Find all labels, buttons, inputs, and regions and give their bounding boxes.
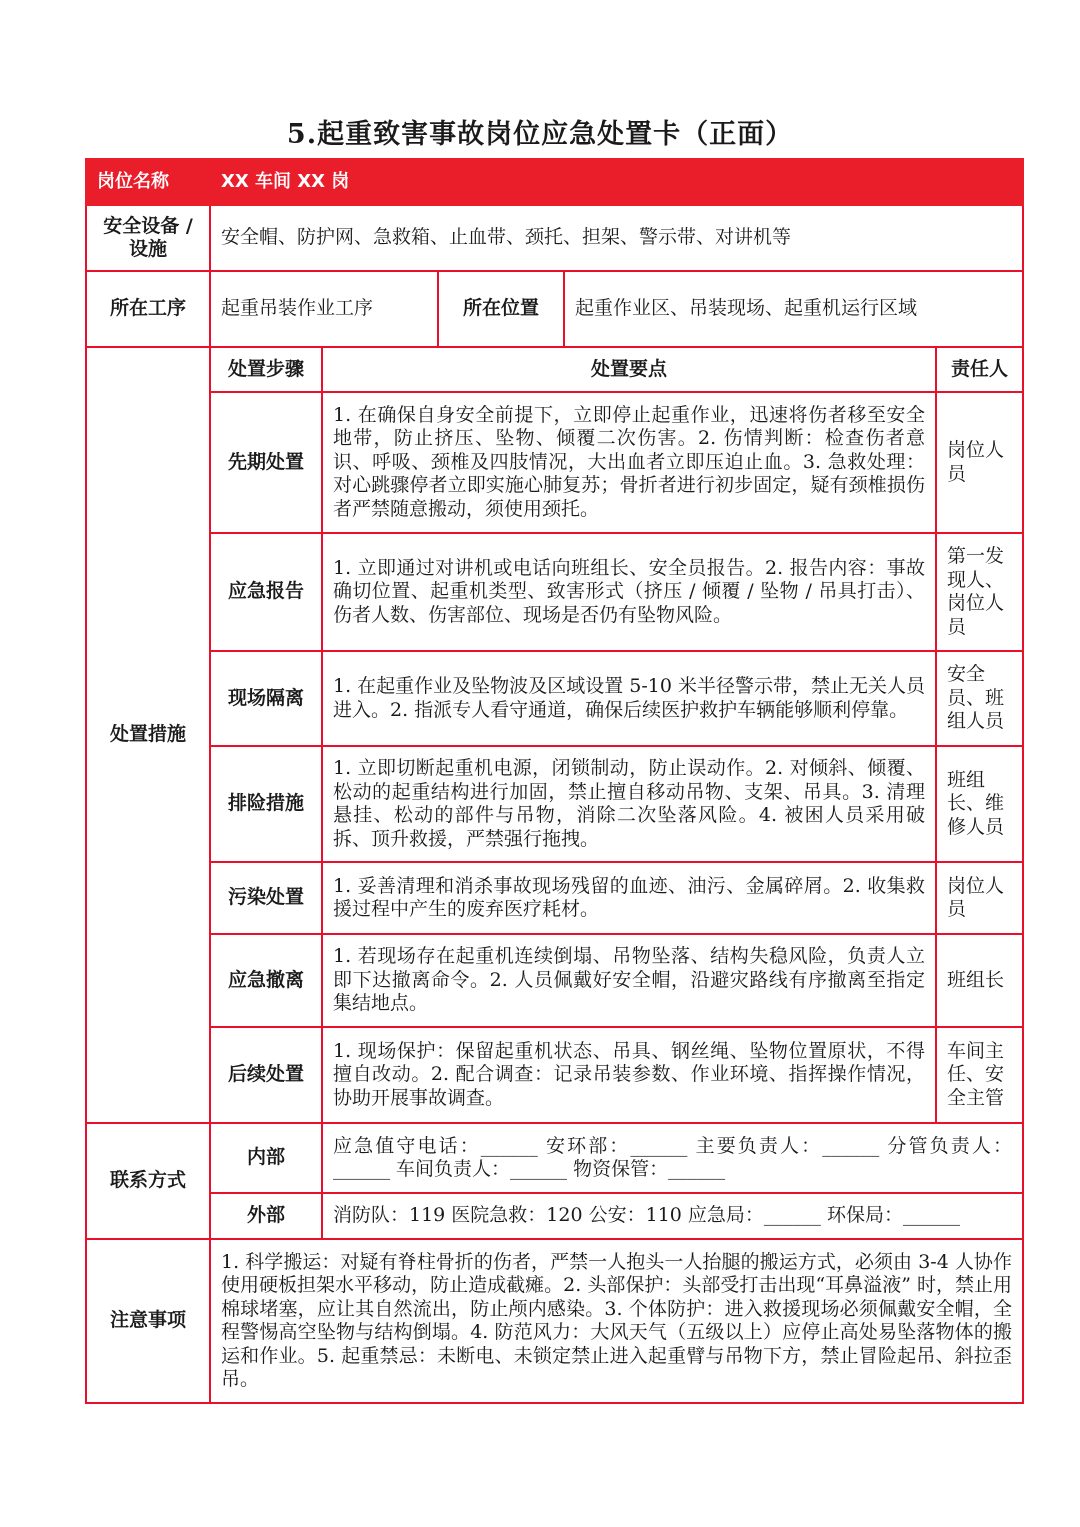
notes-label: 注意事项: [86, 1239, 210, 1403]
contact-internal-value: 应急值守电话：______ 安环部：______ 主要负责人：______ 分管负责人：______ 车间负责人：______ 物资保管：______: [322, 1123, 1023, 1193]
measure-step: 排险措施: [210, 746, 322, 862]
notes-row: [86, 1239, 1023, 1403]
process-location-row: [86, 271, 1023, 347]
card-title: 5.起重致害事故岗位应急处置卡（正面）: [286, 119, 794, 150]
notes-value: 1. 科学搬运：对疑有脊柱骨折的伤者，严禁一人抱头一人抬腿的搬运方式，必须由 3-4 人协作使用硬板担架水平移动，防止造成截瘫。2. 头部保护：头部受打击出现“耳鼻溢液” 时，禁止用棉球堵塞，应让其自然流出，防止颅内感染。3. 个体防护：进入救援现场必须佩戴安全帽，全程警惕高空坠物与结构倒塌。4. 防范风力：大风天气（五级以上）应停止高处易坠落物体的搬运和作业。5. 起重禁忌：未断电、未锁定禁止进入起重臂与吊物下方，禁止冒险起吊、斜拉歪吊。: [210, 1239, 1023, 1403]
measure-step: 后续处置: [210, 1027, 322, 1123]
measure-step: 污染处置: [210, 862, 322, 934]
post-name-label: 岗位名称: [86, 159, 210, 205]
measure-step: 应急报告: [210, 533, 322, 651]
post-name-row: [86, 159, 1023, 205]
location-label: 所在位置: [438, 271, 564, 347]
measure-row: [86, 934, 1023, 1027]
contact-internal-label: 内部: [210, 1123, 322, 1193]
measure-row: [86, 392, 1023, 533]
measure-step: 应急撤离: [210, 934, 322, 1027]
measures-label: 处置措施: [86, 347, 210, 1123]
measure-points: 1. 在起重作业及坠物波及区域设置 5-10 米半径警示带，禁止无关人员进入。2. 指派专人看守通道，确保后续医护救护车辆能够顺利停靠。: [322, 651, 936, 746]
contact-external-value: 消防队：119 医院急救：120 公安：110 应急局：______ 环保局：______: [322, 1193, 1023, 1239]
measure-points: 1. 若现场存在起重机连续倒塌、吊物坠落、结构失稳风险，负责人立即下达撤离命令。2. 人员佩戴好安全帽，沿避灾路线有序撤离至指定集结地点。: [322, 934, 936, 1027]
equipment-label: 安全设备 / 设施: [86, 205, 210, 271]
measure-resp: 岗位人员: [936, 392, 1023, 533]
col-resp-header: 责任人: [936, 347, 1023, 392]
measure-points: 1. 妥善清理和消杀事故现场残留的血迹、油污、金属碎屑。2. 收集救援过程中产生的废弃医疗耗材。: [322, 862, 936, 934]
measure-points: 1. 立即切断起重机电源，闭锁制动，防止误动作。2. 对倾斜、倾覆、松动的起重结构进行加固，禁止擅自移动吊物、支架、吊具。3. 清理悬挂、松动的部件与吊物，消除二次坠落风险。4. 被困人员采用破拆、顶升救援，严禁强行拖拽。: [322, 746, 936, 862]
measure-points: 1. 立即通过对讲机或电话向班组长、安全员报告。2. 报告内容：事故确切位置、起重机类型、致害形式（挤压 / 倾覆 / 坠物 / 吊具打击）、伤者人数、伤害部位、现场是否仍有坠物风险。: [322, 533, 936, 651]
equipment-value: 安全帽、防护网、急救箱、止血带、颈托、担架、警示带、对讲机等: [210, 205, 1023, 271]
measure-row: [86, 533, 1023, 651]
equipment-row: [86, 205, 1023, 271]
col-step-header: 处置步骤: [210, 347, 322, 392]
measure-row: [86, 862, 1023, 934]
location-value: 起重作业区、吊装现场、起重机运行区域: [564, 271, 1023, 347]
measure-resp: 班组长、维修人员: [936, 746, 1023, 862]
measure-resp: 安全员、班组人员: [936, 651, 1023, 746]
measure-step: 先期处置: [210, 392, 322, 533]
contact-label: 联系方式: [86, 1123, 210, 1239]
measure-step: 现场隔离: [210, 651, 322, 746]
measure-resp: 岗位人员: [936, 862, 1023, 934]
measure-resp: 车间主任、安全主管: [936, 1027, 1023, 1123]
col-points-header: 处置要点: [322, 347, 936, 392]
process-label: 所在工序: [86, 271, 210, 347]
measure-resp: 第一发现人、岗位人员: [936, 533, 1023, 651]
measure-points: 1. 在确保自身安全前提下，立即停止起重作业，迅速将伤者移至安全地带，防止挤压、坠物、倾覆二次伤害。2. 伤情判断：检查伤者意识、呼吸、颈椎及四肢情况，大出血者立即压迫止血。3. 急救处理：对心跳骤停者立即实施心肺复苏；骨折者进行初步固定，疑有颈椎损伤者严禁随意搬动，须使用颈托。: [322, 392, 936, 533]
measure-row: [86, 651, 1023, 746]
measures-header-row: [86, 347, 1023, 392]
contact-internal-row: [86, 1123, 1023, 1193]
contact-external-label: 外部: [210, 1193, 322, 1239]
post-name-value: XX 车间 XX 岗: [210, 159, 1023, 205]
emergency-card-table: [85, 158, 1024, 1404]
measure-row: [86, 746, 1023, 862]
contact-external-row: [86, 1193, 1023, 1239]
measure-row: [86, 1027, 1023, 1123]
process-value: 起重吊装作业工序: [210, 271, 438, 347]
measure-points: 1. 现场保护：保留起重机状态、吊具、钢丝绳、坠物位置原状，不得擅自改动。2. 配合调查：记录吊装参数、作业环境、指挥操作情况，协助开展事故调查。: [322, 1027, 936, 1123]
measure-resp: 班组长: [936, 934, 1023, 1027]
